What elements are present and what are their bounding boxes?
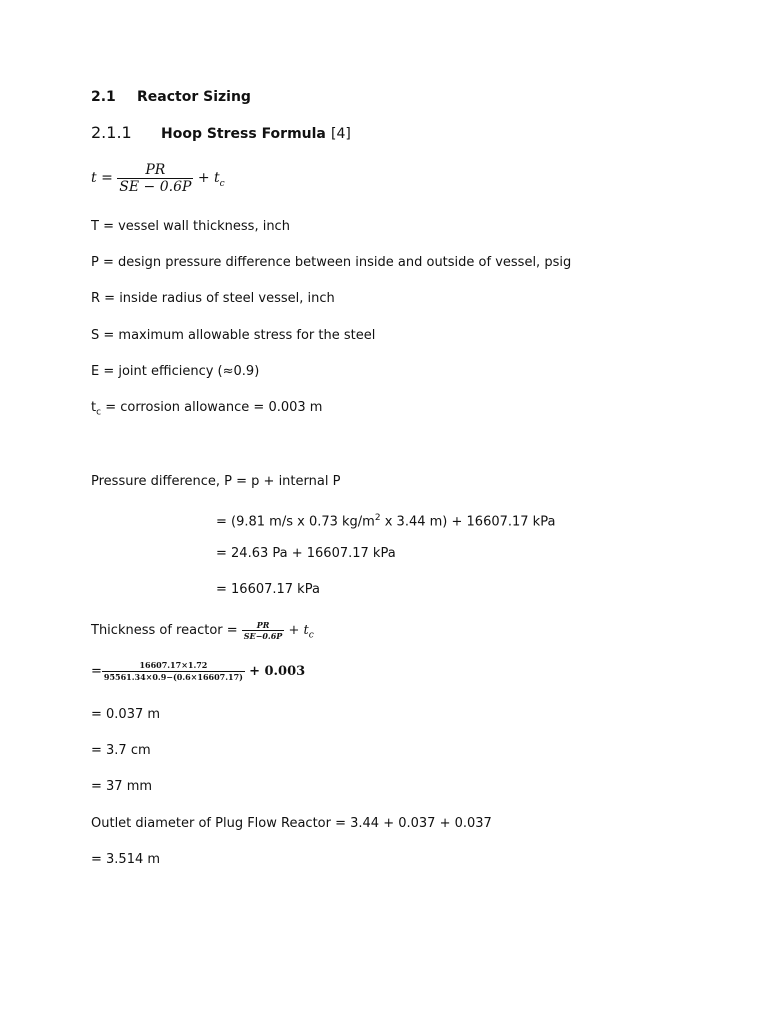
hoop-stress-formula [91, 160, 225, 200]
section-heading [91, 88, 251, 106]
thickness-result-m: = 0.037 m [91, 707, 161, 722]
pressure-step-2: = 24.63 Pa + 16607.17 kPa [216, 546, 396, 561]
definition-e: E = joint efficiency (≈0.9) [91, 364, 260, 379]
pressure-step-1 [216, 509, 555, 531]
thickness-calc-numerator: 16607.17×1.72 [102, 660, 245, 672]
thickness-plus-term: + t [288, 623, 309, 638]
thickness-fraction [242, 620, 285, 641]
thickness-calc-plus: + 0.003 [249, 664, 306, 679]
definition-tc-symbol: t [91, 400, 97, 415]
definition-p: P = design pressure difference between inside and outside of vessel, psig [91, 255, 572, 270]
thickness-formula [91, 618, 314, 649]
outlet-diameter-result: = 3.514 m [91, 852, 161, 867]
thickness-result-mm: = 37 mm [91, 779, 153, 794]
citation-ref: [4] [330, 126, 351, 142]
formula-subscript: c [219, 178, 225, 189]
pressure-step-1-sup: 2 [374, 513, 381, 523]
section-number: 2.1 [91, 89, 116, 105]
definition-tc-text: = corrosion allowance = 0.003 m [101, 400, 323, 415]
pressure-step-3: = 16607.17 kPa [216, 582, 320, 597]
pressure-step-1-post: x 3.44 m) + 16607.17 kPa [380, 514, 556, 530]
thickness-calculation [91, 658, 305, 686]
definition-t: T = vessel wall thickness, inch [91, 219, 290, 234]
pressure-difference-label: Pressure difference, P = p + internal P [91, 474, 341, 489]
thickness-result-cm: = 3.7 cm [91, 743, 151, 758]
subsection-heading [91, 124, 351, 143]
definition-tc-subscript: c [96, 407, 102, 418]
definition-tc [91, 399, 322, 422]
thickness-calc-denominator: 95561.34×0.9−(0.6×16607.17) [103, 672, 243, 682]
thickness-denominator: SE−0.6P [243, 631, 283, 641]
thickness-label: Thickness of reactor = [91, 623, 238, 638]
formula-lhs: t = [91, 170, 113, 186]
thickness-calc-prefix: = [91, 664, 102, 679]
formula-plus-term: + t [197, 170, 220, 186]
pressure-step-1-pre: = (9.81 m/s x 0.73 kg/m [216, 514, 375, 530]
thickness-calc-fraction [102, 660, 245, 683]
subsection-title: Hoop Stress Formula [161, 126, 326, 142]
outlet-diameter-label: Outlet diameter of Plug Flow Reactor = 3.44 + 0.037 + 0.037 [91, 816, 492, 831]
definition-r: R = inside radius of steel vessel, inch [91, 291, 335, 306]
thickness-numerator: PR [242, 620, 285, 631]
section-title: Reactor Sizing [137, 89, 251, 105]
thickness-subscript: c [308, 630, 314, 641]
definition-s: S = maximum allowable stress for the steel [91, 328, 376, 343]
formula-numerator: PR [117, 162, 193, 179]
subsection-number: 2.1.1 [91, 123, 132, 142]
formula-fraction [117, 162, 193, 195]
formula-denominator: SE − 0.6P [119, 178, 192, 195]
